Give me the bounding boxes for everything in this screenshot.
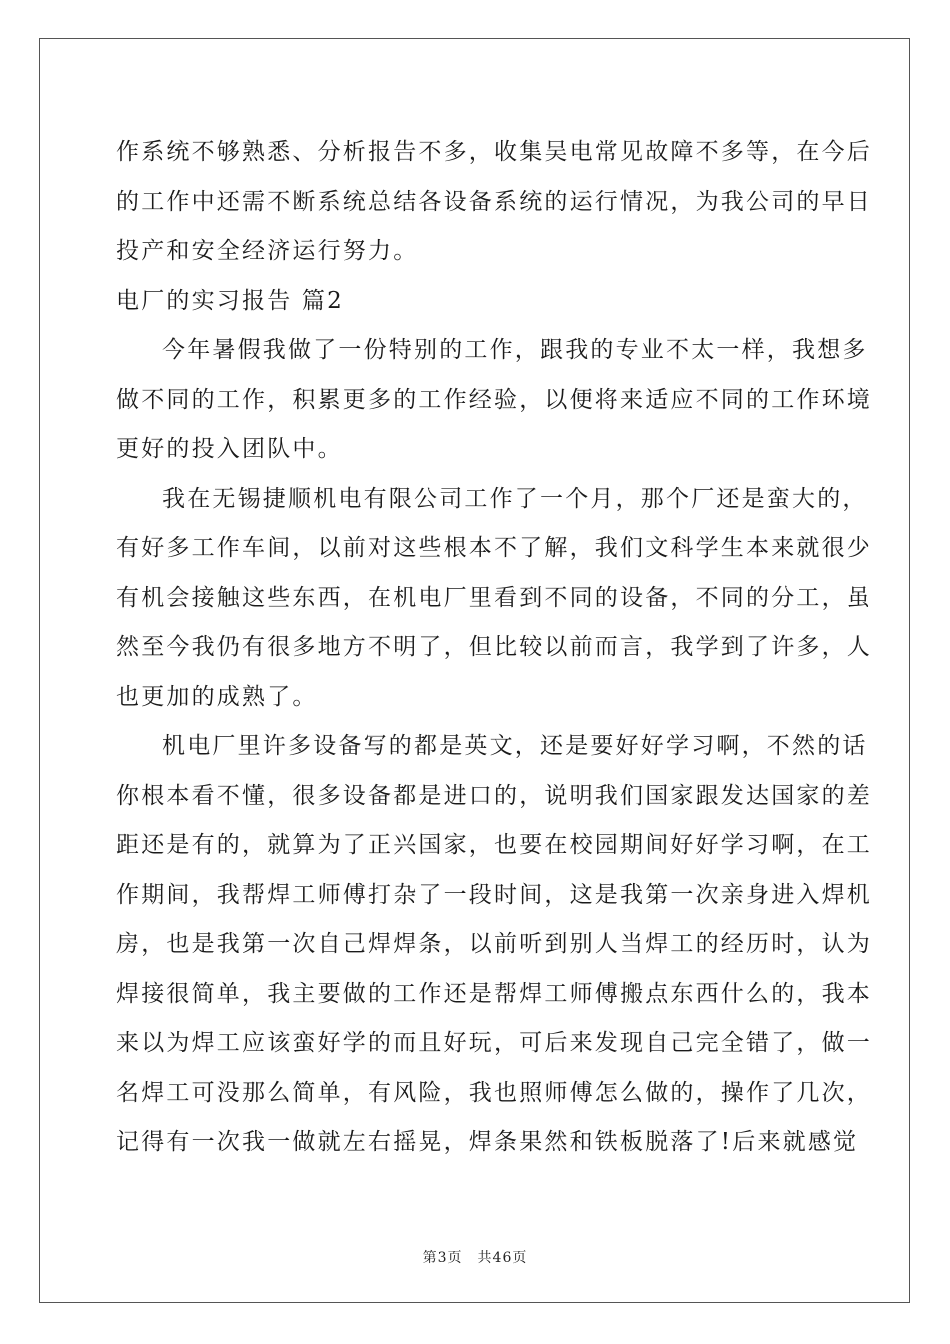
paragraph-line: 记得有一次我一做就左右摇晃，焊条果然和铁板脱落了!后来就感觉 [116, 1129, 859, 1155]
paragraph-line: 有好多工作车间，以前对这些根本不了解，我们文科学生本来就很少 [116, 535, 872, 561]
paragraph-line: 作期间，我帮焊工师傅打杂了一段时间，这是我第一次亲身进入焊机 [116, 881, 872, 908]
paragraph-line: 投产和安全经济运行努力。 [116, 238, 419, 264]
paragraph-line: 你根本看不懂，很多设备都是进口的，说明我们国家跟发达国家的差 [116, 782, 872, 809]
paragraph-line: 距还是有的，就算为了正兴国家，也要在校园期间好好学习啊，在工 [116, 832, 872, 858]
paragraph-line: 房，也是我第一次自己焊焊条，以前听到别人当焊工的经历时，认为 [116, 931, 872, 957]
section-heading: 电厂的实习报告 篇2 [116, 287, 344, 314]
paragraph-line: 的工作中还需不断系统总结各设备系统的运行情况，为我公司的早日 [116, 188, 872, 215]
paragraph-line: 名焊工可没那么简单，有风险，我也照师傅怎么做的，操作了几次， [116, 1079, 872, 1106]
paragraph-line: 然至今我仍有很多地方不明了，但比较以前而言，我学到了许多，人 [116, 634, 872, 660]
paragraph-line: 作系统不够熟悉、分析报告不多，收集吴电常见故障不多等，在今后 [116, 139, 872, 165]
document-body [116, 128, 872, 1168]
paragraph-line: 更好的投入团队中。 [116, 436, 343, 462]
paragraph-line: 也更加的成熟了。 [116, 683, 318, 710]
paragraph-line: 来以为焊工应该蛮好学的而且好玩，可后来发现自己完全错了，做一 [116, 1030, 872, 1056]
paragraph-line: 做不同的工作，积累更多的工作经验，以便将来适应不同的工作环境 [116, 386, 872, 413]
page-number-footer: 第3页 共46页 [422, 1250, 528, 1266]
paragraph-line: 有机会接触这些东西，在机电厂里看到不同的设备，不同的分工，虽 [116, 584, 872, 611]
paragraph-line: 我在无锡捷顺机电有限公司工作了一个月，那个厂还是蛮大的， [162, 485, 868, 512]
paragraph-line: 焊接很简单，我主要做的工作还是帮焊工师傅搬点东西什么的，我本 [116, 980, 872, 1007]
paragraph-line: 机电厂里许多设备写的都是英文，还是要好好学习啊，不然的话 [162, 733, 868, 759]
paragraph-line: 今年暑假我做了一份特别的工作，跟我的专业不太一样，我想多 [162, 337, 868, 363]
